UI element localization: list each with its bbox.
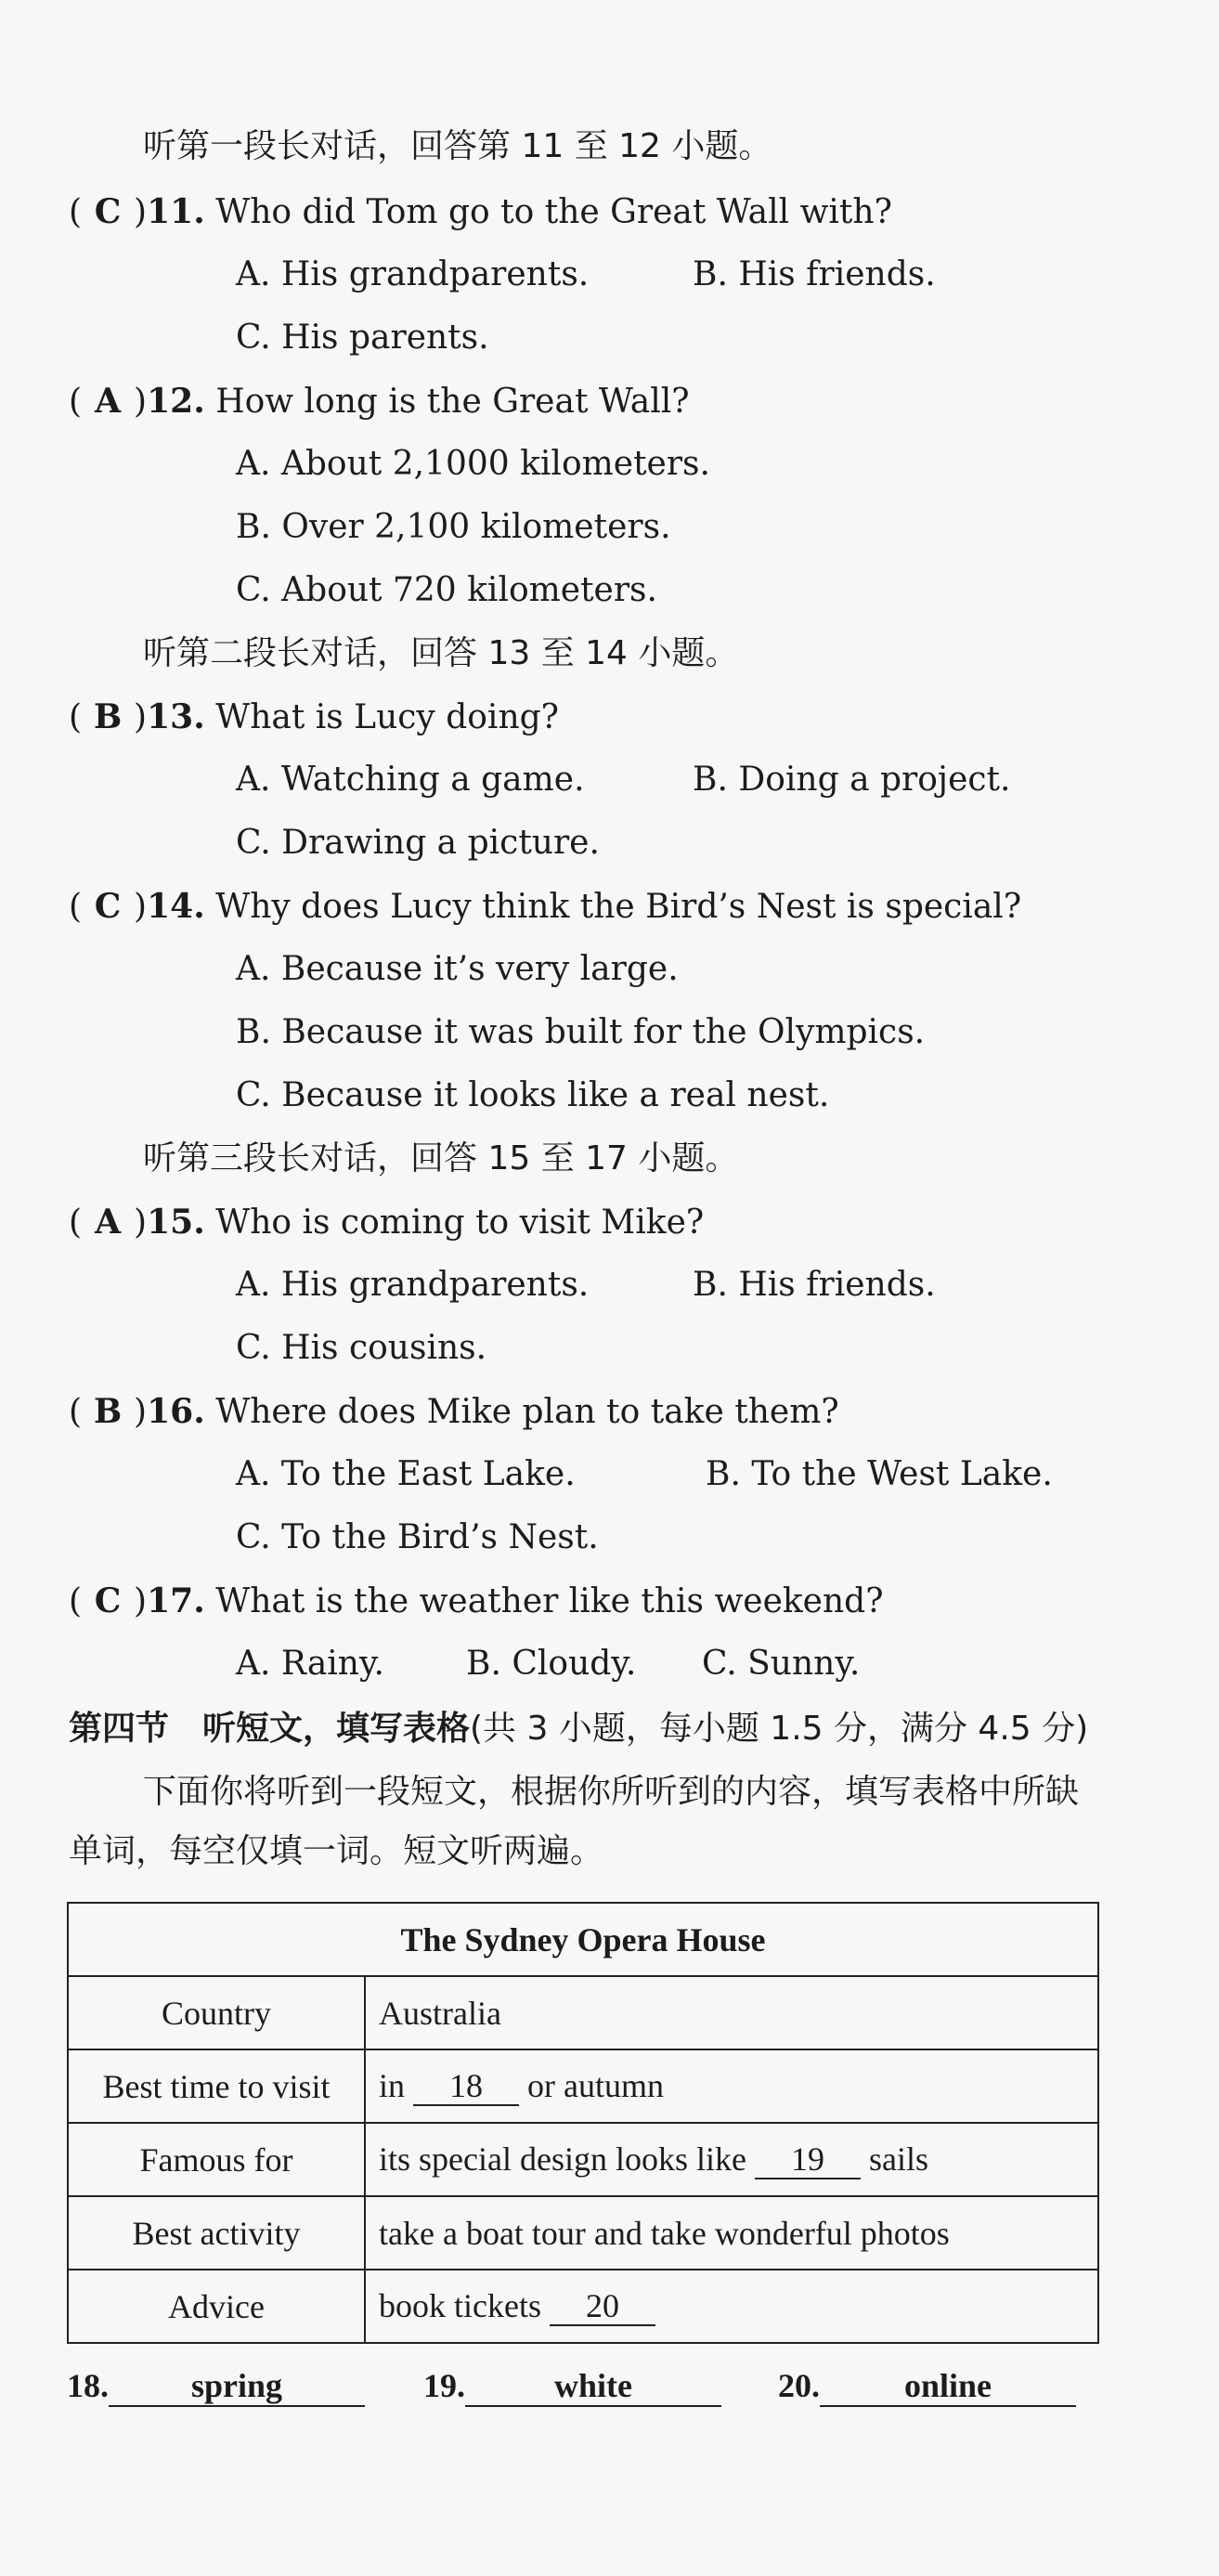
answer-mark: C (94, 192, 122, 231)
question-13: ( B )13. What is Lucy doing? (69, 697, 559, 736)
option-b: B. Because it was built for the Olympics. (236, 1013, 926, 1051)
part-4-heading: 第四节 听短文，填写表格 (69, 1710, 471, 1748)
part-4-score: (共 3 小题，每小题 1.5 分，满分 4.5 分) (470, 1710, 1089, 1748)
question-text: Where does Mike plan to take them? (215, 1393, 839, 1431)
question-number: 13. (147, 697, 205, 736)
part-4-instruction-1: 下面你将听到一段短文，根据你所听到的内容，填写表格中所缺 (143, 1773, 1080, 1811)
text: or autumn (527, 2067, 664, 2104)
option-b: B. Over 2,100 kilometers. (236, 508, 671, 546)
section-1-intro: 听第一段长对话，回答第 11 至 12 小题。 (143, 127, 772, 165)
blank-19: 19 (755, 2140, 861, 2179)
blank-18: 18 (413, 2067, 519, 2106)
answer-mark: A (95, 382, 122, 421)
option-c: C. Because it looks like a real nest. (236, 1076, 830, 1114)
option-c: C. Sunny. (702, 1645, 861, 1683)
row-label: Best time to visit (68, 2049, 365, 2123)
answer-19 (423, 2366, 721, 2407)
question-text: Who did Tom go to the Great Wall with? (215, 193, 892, 231)
answer-mark: B (93, 1392, 123, 1431)
option-a: A. His grandparents. (236, 1266, 590, 1304)
table-title: The Sydney Opera House (68, 1903, 1098, 1976)
option-c: C. His parents. (236, 319, 489, 357)
question-16: ( B )16. Where does Mike plan to take them? (69, 1392, 839, 1431)
question-17: ( C )17. What is the weather like this weekend? (69, 1581, 884, 1620)
row-value: take a boat tour and take wonderful photos (365, 2196, 1098, 2270)
table-row (68, 2049, 1098, 2123)
row-value (365, 2049, 1098, 2123)
section-3-intro: 听第三段长对话，回答 15 至 17 小题。 (143, 1139, 739, 1177)
option-a: A. To the East Lake. (236, 1455, 576, 1493)
blank-20: 20 (550, 2287, 655, 2326)
option-b: B. To the West Lake. (706, 1455, 1053, 1493)
option-b: B. Doing a project. (693, 761, 1011, 799)
row-label: Advice (68, 2270, 365, 2343)
answer-fill: spring (109, 2366, 365, 2407)
row-value (365, 2270, 1098, 2343)
question-number: 11. (147, 192, 205, 231)
answer-fill: white (465, 2366, 721, 2407)
text: book tickets (379, 2287, 541, 2324)
row-label: Famous for (68, 2123, 365, 2196)
table-title-row (68, 1903, 1098, 1976)
question-number: 12. (147, 382, 205, 421)
answer-mark: B (93, 697, 123, 736)
info-table (67, 1902, 1099, 2344)
question-14: ( C )14. Why does Lucy think the Bird’s Nest is special? (69, 887, 1022, 926)
question-number: 14. (147, 887, 205, 926)
question-number: 15. (147, 1203, 205, 1242)
question-text: What is the weather like this weekend? (215, 1582, 884, 1620)
option-c: C. His cousins. (236, 1329, 487, 1367)
option-b: B. His friends. (693, 255, 936, 293)
answer-mark: C (94, 1581, 122, 1620)
option-a: A. Rainy. (236, 1645, 384, 1683)
table-row (68, 2123, 1098, 2196)
part-4-heading-line (69, 1709, 1088, 1750)
row-value (365, 2123, 1098, 2196)
option-a: A. His grandparents. (236, 255, 590, 293)
answer-mark: C (94, 887, 122, 926)
question-12: ( A )12. How long is the Great Wall? (69, 382, 690, 421)
option-c: C. To the Bird’s Nest. (236, 1518, 599, 1556)
table-row (68, 2196, 1098, 2270)
table-row (68, 2270, 1098, 2343)
table-row (68, 1976, 1098, 2049)
option-a: A. Watching a game. (236, 761, 585, 799)
question-text: Who is coming to visit Mike? (215, 1203, 705, 1242)
question-text: How long is the Great Wall? (215, 383, 690, 421)
text: its special design looks like (379, 2140, 746, 2178)
part-4-instruction-2: 单词，每空仅填一词。短文听两遍。 (69, 1832, 604, 1870)
row-value: Australia (365, 1976, 1098, 2049)
answer-number: 20. (778, 2367, 820, 2404)
row-label: Best activity (68, 2196, 365, 2270)
question-text: Why does Lucy think the Bird’s Nest is special? (215, 888, 1022, 926)
text: in (379, 2067, 406, 2104)
option-b: B. Cloudy. (466, 1645, 637, 1683)
answer-number: 18. (67, 2367, 109, 2404)
answer-fill: online (820, 2366, 1076, 2407)
option-b: B. His friends. (693, 1266, 936, 1304)
question-15: ( A )15. Who is coming to visit Mike? (69, 1203, 705, 1242)
question-number: 16. (147, 1392, 205, 1431)
answer-20 (778, 2366, 1076, 2407)
option-c: C. About 720 kilometers. (236, 571, 657, 609)
row-label: Country (68, 1976, 365, 2049)
question-number: 17. (147, 1581, 205, 1620)
section-2-intro: 听第二段长对话，回答 13 至 14 小题。 (143, 634, 739, 672)
text: sails (868, 2140, 928, 2178)
question-11: ( C )11. Who did Tom go to the Great Wall with? (69, 192, 892, 231)
option-a: A. About 2,1000 kilometers. (236, 445, 710, 483)
answer-number: 19. (423, 2367, 465, 2404)
option-a: A. Because it’s very large. (236, 950, 679, 988)
question-text: What is Lucy doing? (215, 698, 559, 736)
answer-mark: A (95, 1203, 122, 1242)
option-c: C. Drawing a picture. (236, 824, 600, 862)
answer-18 (67, 2366, 365, 2407)
